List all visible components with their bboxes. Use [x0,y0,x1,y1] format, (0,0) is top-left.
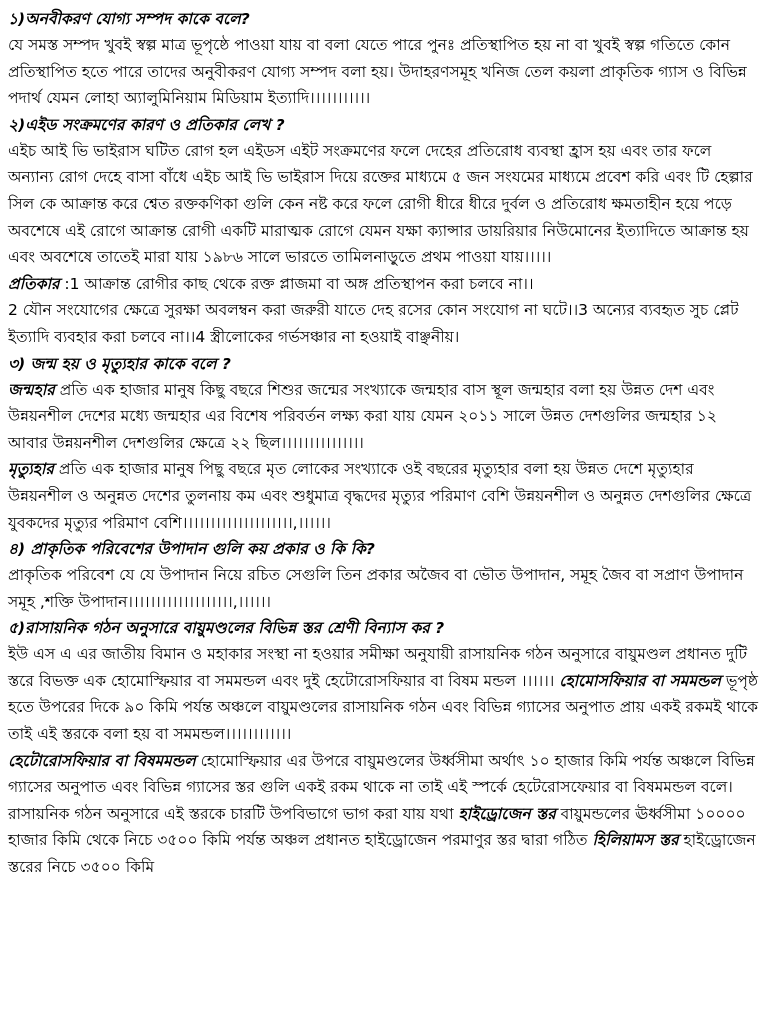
birth-rate-label: জন্মহার [8,380,55,399]
question-4-heading: ৪) প্রাকৃতিক পরিবেশের উপাদান গুলি কয় প্রকার ও কি কি? [8,540,375,559]
question-1-heading: ১)অনবীকরণ যোগ্য সম্পদ কাকে বলে? [8,10,250,28]
death-rate-paragraph [8,456,760,536]
answer-2-paragraph: এইচ আই ভি ভাইরাস ঘটিত রোগ হল এইডস এইট সংক্রমণের ফলে দেহের প্রতিরোধ ব্যবস্থা হ্রাস হয় এবং তার ফলে অন্যান্য রোগ দেহে বাসা বাঁধে এইচ আই ভি ভাইরাস দিয়ে রক্তের মাধ্যমে ৫ জন সংযমের মাধ্যমে প্রবেশ করি এবং টি হেল্পার সিল কে আক্রান্ত করে শ্বেত রক্তকণিকা গুলি কেন নষ্ট করে ফলে রোগী ধীরে ধীরে দুর্বল ও প্রতিরোধ ক্ষমতাহীন হয়ে পড়ে অবশেষে এই রোগে আক্রান্ত রোগী একটি মারাত্মক রোগে যেমন যক্ষা ক্যান্সার ডায়রিয়ার নিউমোনের ইত্যাদিতে আক্রান্ত হয় এবং অবশেষে তাতেই মারা যায় ১৯৮৬ সালে ভারতে তামিলনাড়ুতে প্রথম পাওয়া যায়।।।।। [8,141,753,267]
homosphere-text: ভূপৃষ্ঠ হতে উপরের দিকে ৯০ কিমি পর্যন্ত অঞ্চলে বায়ুমণ্ডলের রাসায়নিক গঠন এবং বিভিন্ন গ্যাসের অনুপাত প্রায় একই রকমই থাকে তাই এই স্তরকে বলা হয় বা সমমন্ডল।।।।।।।।।।।। [8,671,759,744]
remedy-text: :1 আক্রান্ত রোগীর কাছ থেকে রক্ত প্লাজমা বা অঙ্গ প্রতিস্থাপন করা চলবে না।। [59,274,534,293]
atmosphere-intro-text: ইউ এস এ এর জাতীয় বিমান ও মহাকার সংস্থা না হওয়ার সমীক্ষা অনুযায়ী রাসায়নিক গঠন অনুসারে বায়ুমণ্ডল প্রধানত দুটি স্তরে বিভক্ত এক হোমোস্ফিয়ার বা সমমন্ডল এবং দুই হেটোরোসফিয়ার বা বিষম মন্ডল ।।।।।। [8,645,748,690]
death-rate-text: প্রতি এক হাজার মানুষ পিছু বছরে মৃত লোকের সংখ্যাকে ওই বছরের মৃত্যুহার বলা হয় উন্নত দেশে মৃত্যুহার উন্নয়নশীল ও অনুন্নত দেশের তুলনায় কম এবং শুধুমাত্র বৃদ্ধদের মৃত্যুর পরিমাণ বেশি উন্নয়নশীল ও অনুন্নত দেশগুলির ক্ষেত্রে যুবকদের মৃত্যুর পরিমাণ বেশি।।।।।।।।।।।।।।।।।।।।,।।।।।। [8,460,752,532]
heterosphere-paragraph [8,748,760,881]
helium-layer-text: হাইড্রোজেন স্তরের নিচে ৩৫০০ কিমি [8,831,756,877]
remedy-paragraph [8,271,760,298]
death-rate-label: মৃত্যুহার [8,460,54,479]
question-2-heading: ২)এইড সংক্রমণের কারণ ও প্রতিকার লেখ ? [8,115,285,134]
hydrogen-layer-label: হাইড্রোজেন স্তর [458,804,556,823]
homosphere-label: হোমোসফিয়ার বা সমমন্ডল [559,671,721,690]
birth-rate-paragraph [8,377,760,457]
answer-1-paragraph: যে সমস্ত সম্পদ খুবই স্বল্প মাত্র ভূপৃষ্ঠে পাওয়া যায় বা বলা যেতে পারে পুনঃ প্রতিস্থাপিত হয় না বা খুবই স্বল্প গতিতে কোন প্রতিস্থাপিত হতে পারে তাদের অনুবীকরণ যোগ্য সম্পদ বলা হয়। উদাহরণসমূহ খনিজ তেল কয়লা প্রাকৃতিক গ্যাস ও বিভিন্ন পদার্থ যেমন লোহা অ্যালুমিনিয়াম মিডিয়াম ইত্যাদি।।।।।।।।।।। [8,36,747,108]
heterosphere-text: হোমোস্ফিয়ার এর উপরে বায়ুমণ্ডলের উর্ধ্বসীমা অর্থাৎ ১০ হাজার কিমি পর্যন্ত অঞ্চলে বিভিন্ন গ্যাসের অনুপাত এবং বিভিন্ন গ্যাসের স্তর গুলি একই রকম থাকে না তাই এই স্পর্কে হেটেরোসফেয়ার বা বিষমমন্ডল বলে। রাসায়নিক গঠন অনুসারে এই স্তরকে চারটি উপবিভাগে ভাগ করা যায় যথা [8,751,755,823]
atmosphere-intro-paragraph [8,641,760,747]
helium-layer-label: হিলিয়ামস স্তর [592,831,679,850]
remedy-more-paragraph: 2 যৌন সংযোগের ক্ষেত্রে সুরক্ষা অবলম্বন করা জরুরী যাতে দেহ রসের কোন সংযোগ না ঘটে।।3 অন্যের ব্যবহৃত সুচ প্লেট ইত্যাদি ব্যবহার করা চলবে না।।4 স্ত্রীলোকের গর্ভসঞ্চার না হওয়াই বাঞ্ছনীয়। [8,301,739,346]
hydrogen-layer-text: বায়ুমন্ডলের ঊর্ধ্বসীমা ১০০০০ হাজার কিমি থেকে নিচে ৩৫০০ কিমি পর্যন্ত অঞ্চল প্রধানত হাইড্রোজেন পরমাণুর স্তর দ্বারা গঠিত [8,804,746,850]
remedy-label: প্রতিকার [8,274,60,293]
question-5-heading: ৫)রাসায়নিক গঠন অনুসারে বায়ুমণ্ডলের বিভিন্ন স্তর শ্রেণী বিন্যাস কর ? [8,619,445,638]
birth-rate-text: প্রতি এক হাজার মানুষ কিছু বছরে শিশুর জন্মের সংখ্যাকে জন্মহার বাস স্থূল জন্মহার বলা হয় উন্নত দেশ এবং উন্নয়নশীল দেশের মধ্যে জন্মহার এর বিশেষ পরিবর্তন লক্ষ্য করা যায় যেমন ২০১১ সালে উন্নত দেশগুলির জন্মহার ১২ আবার উন্নয়নশীল দেশগুলির ক্ষেত্রে ২২ ছিল।।।।।।।।।।।।।।। [8,380,717,452]
question-3-heading: ৩) জন্ম হয় ও মৃত্যুহার কাকে বলে ? [8,354,231,373]
heterosphere-label: হেটোরোসফিয়ার বা বিষমমন্ডল [8,751,196,770]
answer-4-paragraph: প্রাকৃতিক পরিবেশ যে যে উপাদান নিয়ে রচিত সেগুলি তিন প্রকার অজৈব বা ভৌত উপাদান, সমূহ জৈব বা সপ্রাণ উপাদান সমূহ ,শক্তি উপাদান।।।।।।।।।।।।।।।।।।।,।।।।।। [8,566,744,611]
